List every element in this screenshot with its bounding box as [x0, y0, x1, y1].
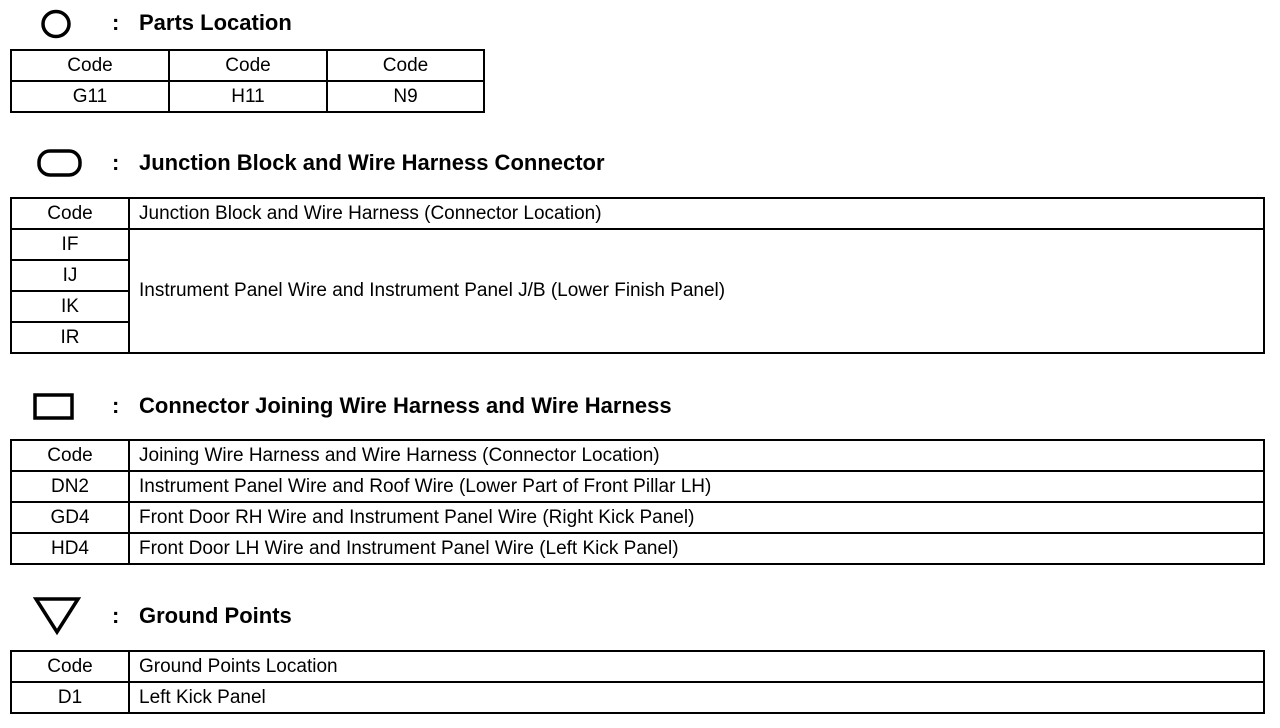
code-cell: IK [11, 291, 129, 322]
rounded-rect-icon [36, 148, 84, 178]
code-cell: G11 [11, 81, 169, 112]
table-header-row [11, 440, 1264, 471]
section-colon: : [112, 150, 120, 175]
connector-joining-table [10, 439, 1265, 565]
section-colon: : [112, 603, 120, 628]
table-row [11, 682, 1264, 713]
code-cell: GD4 [11, 502, 129, 533]
header-desc-cell: Ground Points Location [129, 651, 1264, 682]
header-cell: Code [11, 50, 169, 81]
junction-block-heading [0, 147, 900, 179]
shared-description-cell: Instrument Panel Wire and Instrument Panel J/B (Lower Finish Panel) [129, 229, 1264, 353]
code-cell: H11 [169, 81, 327, 112]
table-row [11, 81, 484, 112]
code-cell: D1 [11, 682, 129, 713]
section-colon: : [112, 393, 120, 418]
section-colon: : [112, 10, 120, 35]
junction-block-table [10, 197, 1265, 354]
parts-location-table [10, 49, 485, 113]
desc-cell: Front Door RH Wire and Instrument Panel Wire (Right Kick Panel) [129, 502, 1264, 533]
ground-points-table [10, 650, 1265, 714]
desc-cell: Front Door LH Wire and Instrument Panel Wire (Left Kick Panel) [129, 533, 1264, 564]
circle-icon [40, 9, 72, 39]
code-cell: IR [11, 322, 129, 353]
table-row [11, 502, 1264, 533]
header-cell: Code [327, 50, 484, 81]
header-cell: Code [169, 50, 327, 81]
table-row [11, 471, 1264, 502]
header-code-cell: Code [11, 440, 129, 471]
parts-location-heading [0, 7, 900, 39]
section-title: Junction Block and Wire Harness Connector [139, 150, 605, 175]
header-desc-cell: Joining Wire Harness and Wire Harness (Connector Location) [129, 440, 1264, 471]
desc-cell: Instrument Panel Wire and Roof Wire (Lower Part of Front Pillar LH) [129, 471, 1264, 502]
header-code-cell: Code [11, 651, 129, 682]
triangle-down-icon [32, 596, 82, 638]
rectangle-icon [33, 392, 75, 422]
connector-joining-heading [0, 390, 900, 422]
code-cell: DN2 [11, 471, 129, 502]
code-cell: IF [11, 229, 129, 260]
section-title: Connector Joining Wire Harness and Wire Harness [139, 393, 672, 418]
table-header-row [11, 651, 1264, 682]
table-header-row [11, 50, 484, 81]
header-desc-cell: Junction Block and Wire Harness (Connector Location) [129, 198, 1264, 229]
table-row [11, 229, 1264, 260]
table-row [11, 533, 1264, 564]
header-code-cell: Code [11, 198, 129, 229]
section-title: Ground Points [139, 603, 292, 628]
code-cell: HD4 [11, 533, 129, 564]
table-header-row [11, 198, 1264, 229]
desc-cell: Left Kick Panel [129, 682, 1264, 713]
ground-points-heading [0, 600, 900, 632]
code-cell: IJ [11, 260, 129, 291]
code-cell: N9 [327, 81, 484, 112]
section-title: Parts Location [139, 10, 292, 35]
